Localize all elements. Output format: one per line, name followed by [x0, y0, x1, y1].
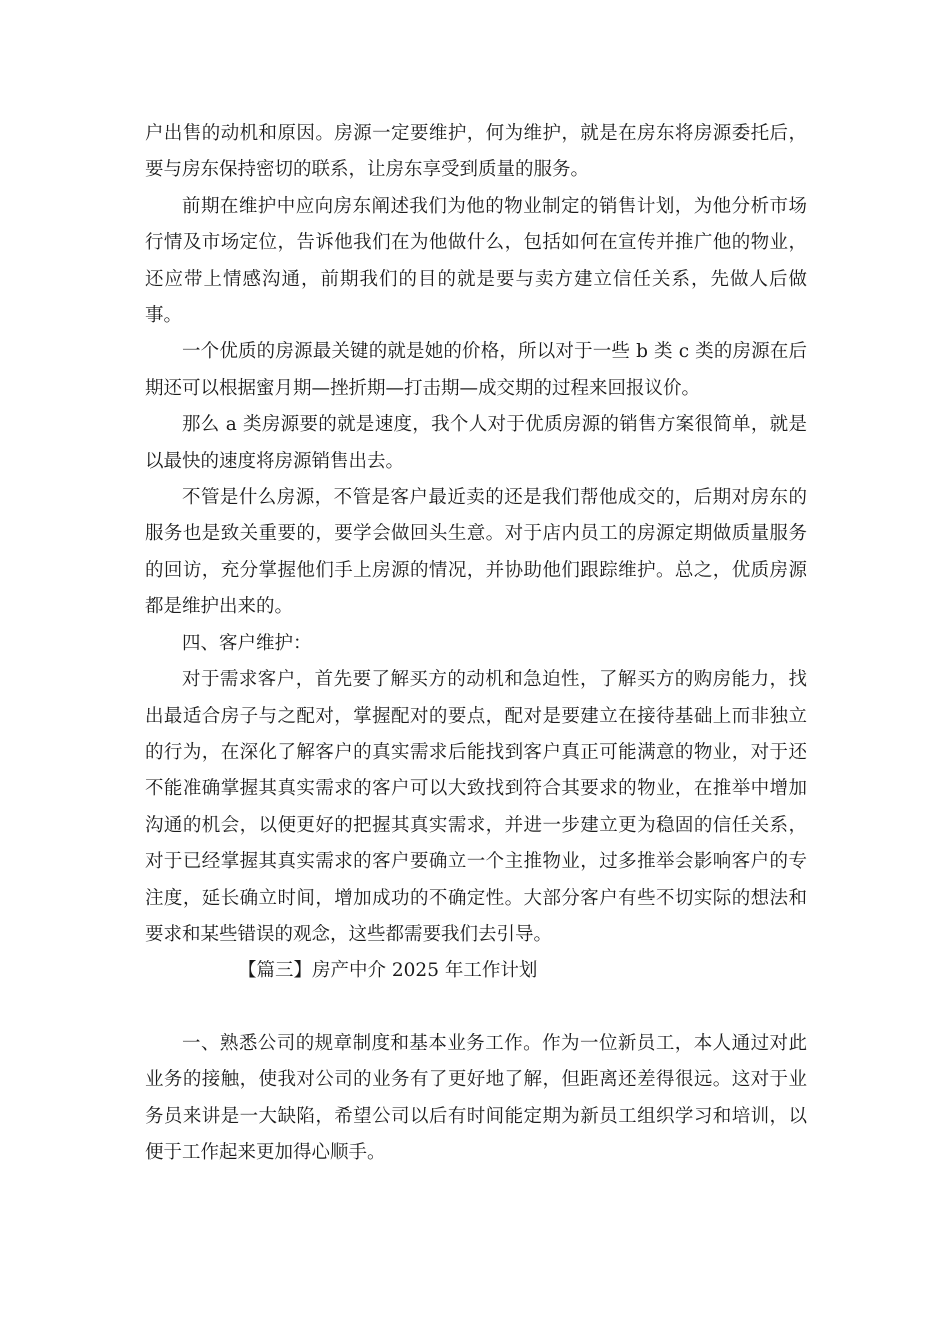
paragraph-pricing: 一个优质的房源最关键的就是她的价格，所以对于一些 b 类 c 类的房源在后期还可以根据蜜月期—挫折期—打击期—成交期的过程来回报议价。: [145, 341, 807, 399]
paragraph-speed: 那么 a 类房源要的就是速度，我个人对于优质房源的销售方案很简单，就是以最快的速度将房源销售出去。: [145, 414, 807, 472]
paragraph-customer-needs: 对于需求客户，首先要了解买方的动机和急迫性，了解买方的购房能力，找出最适合房子与之配对，掌握配对的要点，配对是要建立在接待基础上而非独立的行为，在深化了解客户的真实需求后能找到客户真正可能满意的物业，对于还不能准确掌握其真实需求的客户可以大致找到符合其要求的物业，在推举中增加沟通的机会，以便更好的把握其真实需求，并进一步建立更为稳固的信任关系，对于已经掌握其真实需求的客户要确立一个主推物业，过多推举会影响客户的专注度，延长确立时间，增加成功的不确定性。大部分客户有些不切实际的想法和要求和某些错误的观念，这些都需要我们去引导。: [145, 669, 807, 945]
paragraph-company-rules: 一、熟悉公司的规章制度和基本业务工作。作为一位新员工，本人通过对此业务的接触，使我对公司的业务有了更好地了解，但距离还差得很远。这对于业务员来讲是一大缺陷，希望公司以后有时间能定期为新员工组织学习和培训，以便于工作起来更加得心顺手。: [145, 1032, 807, 1163]
paragraph-continuation: 户出售的动机和原因。房源一定要维护，何为维护，就是在房东将房源委托后，要与房东保持密切的联系，让房东享受到质量的服务。: [145, 123, 807, 181]
paragraph-sales-plan: 前期在维护中应向房东阐述我们为他的物业制定的销售计划，为他分析市场行情及市场定位，告诉他我们在为他做什么，包括如何在宣传并推广他的物业，还应带上情感沟通，前期我们的目的就是要与卖方建立信任关系，先做人后做事。: [145, 195, 807, 327]
paragraph-landlord-service: 不管是什么房源，不管是客户最近卖的还是我们帮他成交的，后期对房东的服务也是致关重要的，要学会做回头生意。对于店内员工的房源定期做质量服务的回访，充分掌握他们手上房源的情况，并协助他们跟踪维护。总之，优质房源都是维护出来的。: [145, 487, 807, 618]
document-body: [145, 116, 807, 1171]
heading-customer-maintenance: 四、客户维护：: [182, 632, 312, 654]
section-title-part-three: 【篇三】房产中介 2025 年工作计划: [238, 960, 538, 982]
